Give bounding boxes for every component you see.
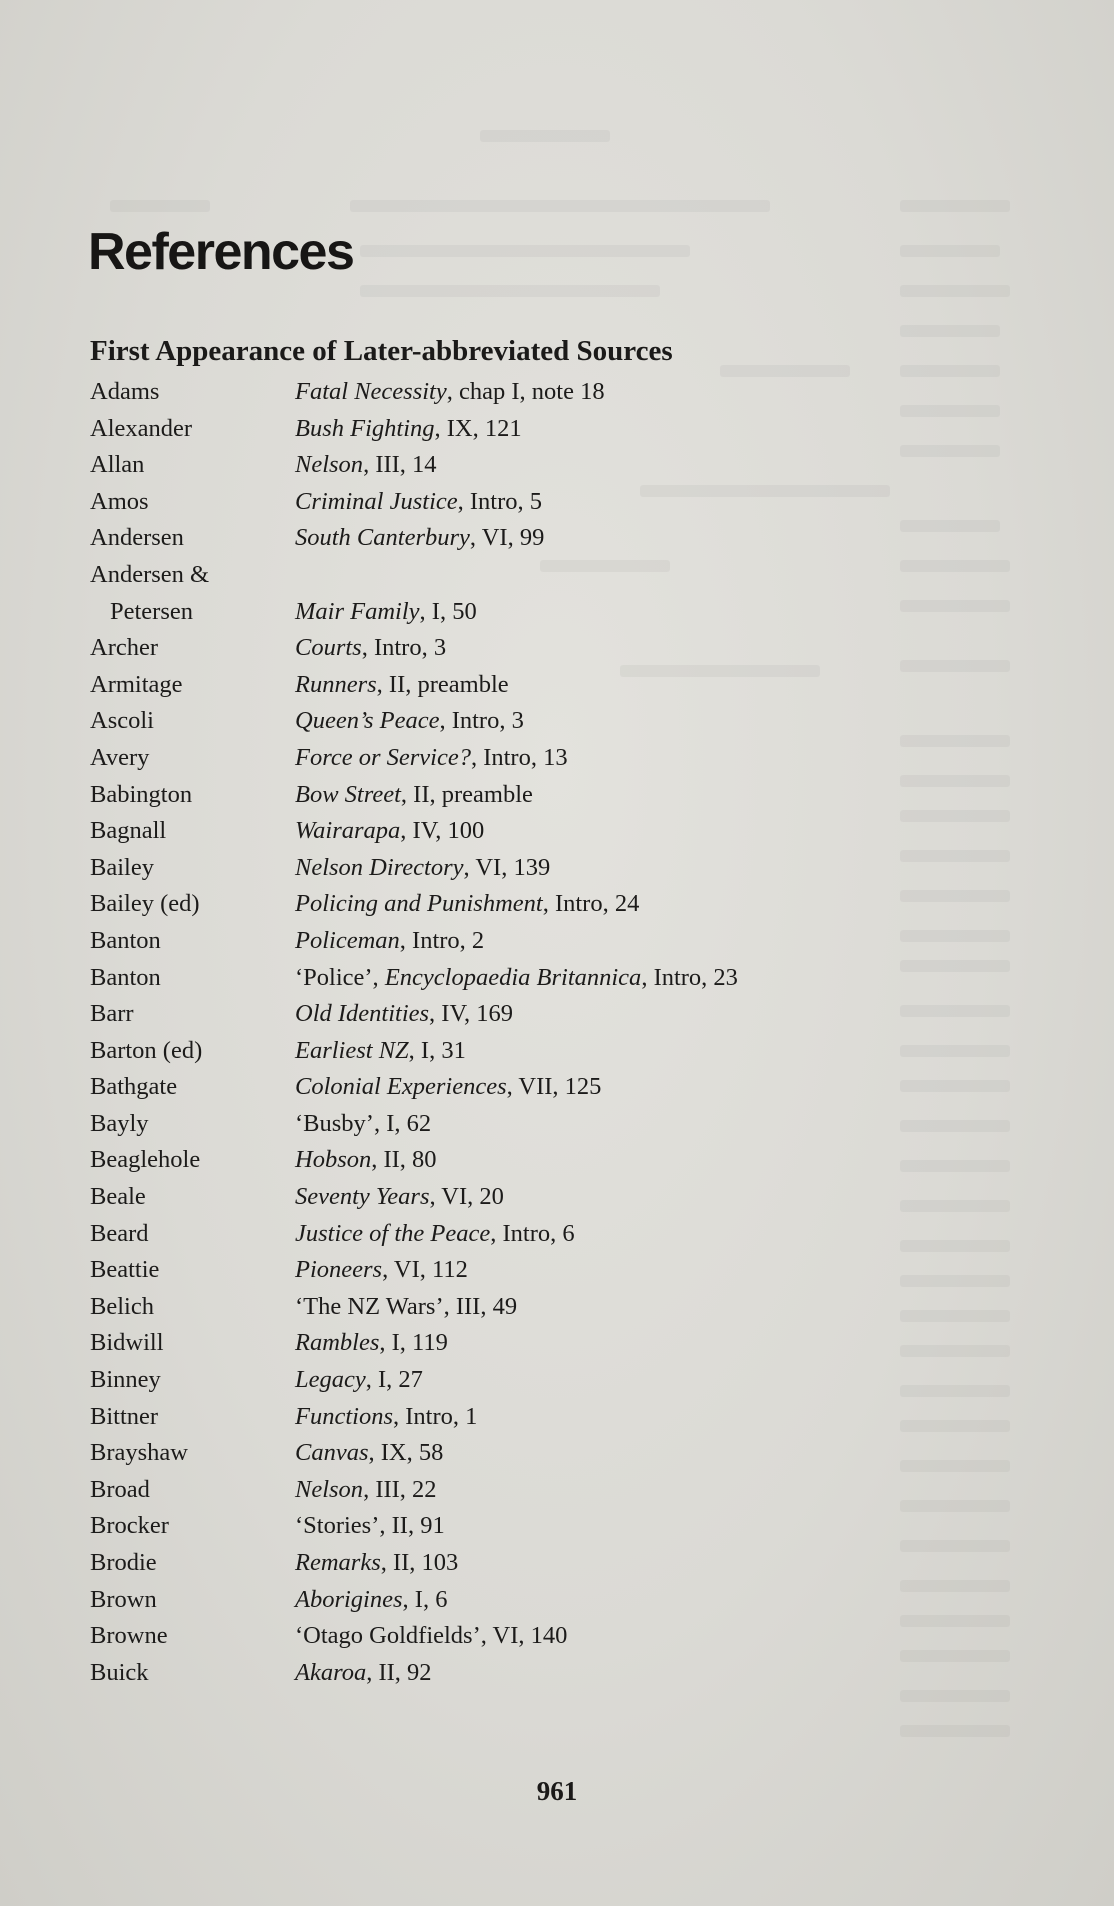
entry-citation-text: , VI, 139 — [463, 853, 551, 881]
entry-citation-text: , VI, 112 — [382, 1256, 468, 1284]
entry-work-title: Criminal Justice — [295, 487, 458, 515]
entry-author — [90, 1582, 290, 1619]
entry-author-name: Beale — [90, 1183, 146, 1211]
entry-citation-text: , II, preamble — [376, 670, 509, 698]
entry-work-title: Queen’s Peace — [295, 707, 440, 735]
entry-source — [295, 996, 513, 1033]
entry-citation-text: , Intro, 5 — [457, 487, 543, 515]
entry-author — [90, 813, 290, 850]
entry-citation-text: , IX, 58 — [368, 1439, 444, 1467]
reference-entry — [90, 850, 1050, 887]
entry-author — [90, 1216, 290, 1253]
entry-author-name: Binney — [90, 1366, 161, 1394]
entry-work-title: Bush Fighting — [295, 414, 435, 442]
entry-work-title: South Canterbury — [295, 524, 470, 552]
entry-author — [90, 484, 290, 521]
entry-author — [90, 1618, 290, 1655]
entry-work-title: Legacy — [295, 1366, 366, 1394]
entry-author-name: Andersen — [90, 524, 184, 552]
entry-author — [90, 447, 290, 484]
entry-author-name: Barr — [90, 1000, 134, 1028]
reference-entry — [90, 520, 1050, 557]
reference-entry — [90, 557, 1050, 630]
entry-citation-text: , II, 80 — [371, 1146, 437, 1174]
entry-author-name: Andersen & — [90, 560, 210, 588]
reference-entry — [90, 1472, 1050, 1509]
entry-source — [295, 1618, 567, 1655]
entry-author-name: Brayshaw — [90, 1439, 188, 1467]
entry-source — [295, 1508, 445, 1545]
entry-author — [90, 411, 290, 448]
entry-author-name: Brocker — [90, 1512, 169, 1540]
reference-entry — [90, 1289, 1050, 1326]
entry-source — [295, 667, 509, 704]
entry-work-title: Nelson — [295, 1475, 364, 1503]
entry-author-name: Bittner — [90, 1402, 159, 1430]
entry-author — [90, 996, 290, 1033]
entry-author-name: Babington — [90, 780, 193, 808]
entry-author — [90, 374, 290, 411]
entry-source — [295, 1582, 447, 1619]
entry-author — [90, 1655, 290, 1692]
entry-author — [90, 1325, 290, 1362]
entry-author-name: Avery — [90, 743, 150, 771]
entry-author — [90, 1508, 290, 1545]
entry-citation-text: ‘Busby’, I, 62 — [295, 1109, 432, 1137]
reference-entry — [90, 1362, 1050, 1399]
reference-entry — [90, 1618, 1050, 1655]
entry-source — [295, 850, 550, 887]
entry-citation-text: , I, 50 — [419, 597, 477, 625]
entry-work-title: Policing and Punishment — [295, 890, 543, 918]
entry-source — [295, 1399, 477, 1436]
entry-author-name: Bagnall — [90, 817, 167, 845]
entry-author — [90, 1545, 290, 1582]
entry-author-name: Brown — [90, 1585, 157, 1613]
entry-author — [90, 630, 290, 667]
entry-citation-text: , I, 119 — [379, 1329, 448, 1357]
entry-work-title: Justice of the Peace — [295, 1219, 491, 1247]
entry-source — [295, 1106, 431, 1143]
entry-source — [295, 1179, 504, 1216]
entry-author-name: Barton (ed) — [90, 1036, 203, 1064]
entry-source — [295, 1362, 423, 1399]
entry-work-title: Old Identities — [295, 1000, 430, 1028]
entry-author-name: Allan — [90, 451, 145, 479]
entry-source — [295, 1545, 458, 1582]
entry-source — [295, 1472, 437, 1509]
reference-entry — [90, 1216, 1050, 1253]
entry-author-name: Archer — [90, 634, 159, 662]
reference-entry — [90, 1655, 1050, 1692]
entry-citation-text: , Intro, 1 — [393, 1402, 478, 1430]
entry-citation-text: , II, 103 — [380, 1549, 459, 1576]
entry-author-name: Bailey — [90, 853, 154, 881]
entry-source — [295, 923, 484, 960]
entry-source — [295, 630, 446, 667]
entry-author — [90, 740, 290, 777]
entry-citation-text: , Intro, 24 — [542, 890, 640, 918]
reference-entry — [90, 1545, 1050, 1582]
entry-source — [295, 1325, 448, 1362]
entry-citation-text: , Intro, 23 — [641, 963, 738, 991]
entry-source — [295, 594, 477, 631]
entry-source — [295, 1142, 437, 1179]
reference-entry — [90, 777, 1050, 814]
entry-work-title: Nelson Directory — [295, 853, 464, 881]
reference-entry — [90, 374, 1050, 411]
entry-author — [90, 1362, 290, 1399]
entry-author-name: Banton — [90, 963, 161, 991]
entry-author-name: Amos — [90, 487, 149, 515]
reference-entry — [90, 886, 1050, 923]
entry-citation-text: , II, 92 — [366, 1658, 432, 1686]
entry-author-name: Brodie — [90, 1549, 157, 1576]
entry-author — [90, 1289, 290, 1326]
section-heading: First Appearance of Later-abbreviated Sources — [90, 335, 673, 367]
page-number: 961 — [536, 1776, 578, 1806]
entry-work-title: Pioneers — [295, 1256, 383, 1284]
entry-work-title: Encyclopaedia Britannica — [384, 963, 642, 991]
reference-entry — [90, 411, 1050, 448]
entry-author-name: Armitage — [90, 670, 183, 698]
entry-work-title: Mair Family — [295, 597, 420, 625]
entry-citation-text: ‘Stories’, II, 91 — [295, 1512, 445, 1540]
entry-author — [90, 557, 290, 630]
entry-source — [295, 886, 639, 923]
entry-work-title: Akaroa — [295, 1658, 367, 1686]
reference-entry — [90, 813, 1050, 850]
entry-source — [295, 813, 484, 850]
entry-work-title: Remarks — [295, 1549, 381, 1576]
reference-entry — [90, 1069, 1050, 1106]
reference-entry — [90, 484, 1050, 521]
entry-citation-text: , III, 22 — [363, 1475, 437, 1503]
entry-author-name: Belich — [90, 1292, 154, 1320]
entry-author-continuation: Petersen — [110, 597, 193, 625]
entry-source — [295, 960, 738, 997]
entry-work-title: Colonial Experiences — [295, 1073, 507, 1101]
entry-citation-text: , Intro, 13 — [470, 743, 568, 771]
reference-entry — [90, 667, 1050, 704]
reference-entry — [90, 960, 1050, 997]
reference-entry — [90, 630, 1050, 667]
entry-author — [90, 923, 290, 960]
entry-citation-text: , I, 27 — [365, 1366, 423, 1394]
entry-author — [90, 1033, 290, 1070]
entry-author-name: Buick — [90, 1658, 149, 1686]
reference-entry — [90, 923, 1050, 960]
entry-work-title: Seventy Years — [295, 1183, 430, 1211]
entry-source — [295, 740, 568, 777]
entry-citation-text: , II, preamble — [400, 780, 533, 808]
entry-citation-text: , IV, 100 — [400, 817, 485, 845]
entry-author-name: Beard — [90, 1219, 149, 1247]
entry-source — [295, 520, 544, 557]
entry-author-name: Banton — [90, 926, 161, 954]
entry-author — [90, 1142, 290, 1179]
reference-entry — [90, 447, 1050, 484]
entry-work-title: Courts — [295, 634, 362, 662]
entry-author-name: Bathgate — [90, 1073, 178, 1101]
entry-author — [90, 1399, 290, 1436]
entry-citation-text: , VI, 20 — [429, 1183, 504, 1211]
entry-author-name: Broad — [90, 1475, 150, 1503]
reference-entry — [90, 1142, 1050, 1179]
entry-source — [295, 1069, 601, 1106]
reference-entry — [90, 1033, 1050, 1070]
entry-author — [90, 1435, 290, 1472]
entry-author — [90, 1472, 290, 1509]
entry-author — [90, 1069, 290, 1106]
entry-author-name: Alexander — [90, 414, 193, 442]
entry-citation-text: , VI, 99 — [469, 524, 545, 552]
entry-author — [90, 1179, 290, 1216]
entry-work-title: Aborigines — [295, 1585, 403, 1613]
entry-author — [90, 1252, 290, 1289]
entry-work-title: Canvas — [295, 1439, 369, 1467]
entry-source — [295, 1289, 517, 1326]
entry-citation-text: , IV, 169 — [429, 1000, 513, 1028]
entry-source — [295, 1655, 432, 1692]
entry-author — [90, 667, 290, 704]
reference-entry — [90, 1106, 1050, 1143]
entry-work-title: Fatal Necessity — [295, 378, 447, 405]
reference-entry — [90, 703, 1050, 740]
entry-author-name: Bayly — [90, 1109, 149, 1137]
entry-work-title: Hobson — [295, 1146, 372, 1174]
entry-citation-text: , VII, 125 — [506, 1073, 602, 1101]
reference-entry — [90, 740, 1050, 777]
entry-work-title: Runners — [295, 670, 377, 698]
entry-work-title: Wairarapa — [295, 817, 401, 845]
entry-citation-text: , III, 14 — [363, 451, 437, 479]
entry-source — [295, 1252, 468, 1289]
entry-author-name: Adams — [90, 378, 160, 405]
entry-work-title: Bow Street — [295, 780, 401, 808]
entry-author-name: Beaglehole — [90, 1146, 201, 1174]
entry-source — [295, 1435, 443, 1472]
entry-work-title: Earliest NZ — [295, 1036, 409, 1064]
entry-citation-text: ‘The NZ Wars’, III, 49 — [295, 1292, 518, 1320]
entry-work-title: Rambles — [295, 1329, 380, 1357]
entry-work-title: Force or Service? — [295, 743, 471, 771]
entry-author-name: Bidwill — [90, 1329, 164, 1357]
reference-list — [90, 374, 1050, 1691]
reference-entry — [90, 1325, 1050, 1362]
entry-work-title: Policeman — [295, 926, 400, 954]
entry-citation-text: , I, 31 — [408, 1036, 466, 1064]
entry-author-name: Ascoli — [90, 707, 154, 735]
reference-entry — [90, 1435, 1050, 1472]
entry-author — [90, 777, 290, 814]
entry-source — [295, 1033, 466, 1070]
entry-author — [90, 703, 290, 740]
reference-entry — [90, 1399, 1050, 1436]
reference-entry — [90, 1252, 1050, 1289]
entry-source — [295, 703, 524, 740]
entry-citation-text: , chap I, note 18 — [446, 378, 605, 405]
entry-author-name: Bailey (ed) — [90, 890, 200, 918]
entry-citation-text: ‘Otago Goldfields’, VI, 140 — [295, 1622, 568, 1650]
reference-entry — [90, 1508, 1050, 1545]
entry-source — [295, 484, 542, 521]
entry-work-title: Functions — [295, 1402, 393, 1430]
entry-source — [295, 777, 533, 814]
entry-author-name: Beattie — [90, 1256, 160, 1284]
entry-citation-text: , Intro, 2 — [399, 926, 485, 954]
entry-citation-text: , IX, 121 — [434, 414, 522, 442]
entry-citation-text: , Intro, 3 — [439, 707, 524, 735]
entry-source — [295, 1216, 575, 1253]
entry-author — [90, 960, 290, 997]
entry-author — [90, 886, 290, 923]
entry-citation-text: , Intro, 3 — [361, 634, 447, 662]
entry-author — [90, 520, 290, 557]
entry-work-title: Nelson — [295, 451, 364, 479]
page-title: References — [88, 223, 354, 281]
entry-source — [295, 374, 605, 411]
reference-entry — [90, 1582, 1050, 1619]
entry-citation-text: , Intro, 6 — [490, 1219, 575, 1247]
reference-entry — [90, 1179, 1050, 1216]
entry-author — [90, 850, 290, 887]
entry-author-name: Browne — [90, 1622, 168, 1650]
entry-source — [295, 447, 437, 484]
reference-entry — [90, 996, 1050, 1033]
entry-author — [90, 1106, 290, 1143]
entry-citation-text: ‘Police’, — [295, 963, 385, 991]
entry-source — [295, 411, 522, 448]
entry-citation-text: , I, 6 — [402, 1585, 448, 1613]
